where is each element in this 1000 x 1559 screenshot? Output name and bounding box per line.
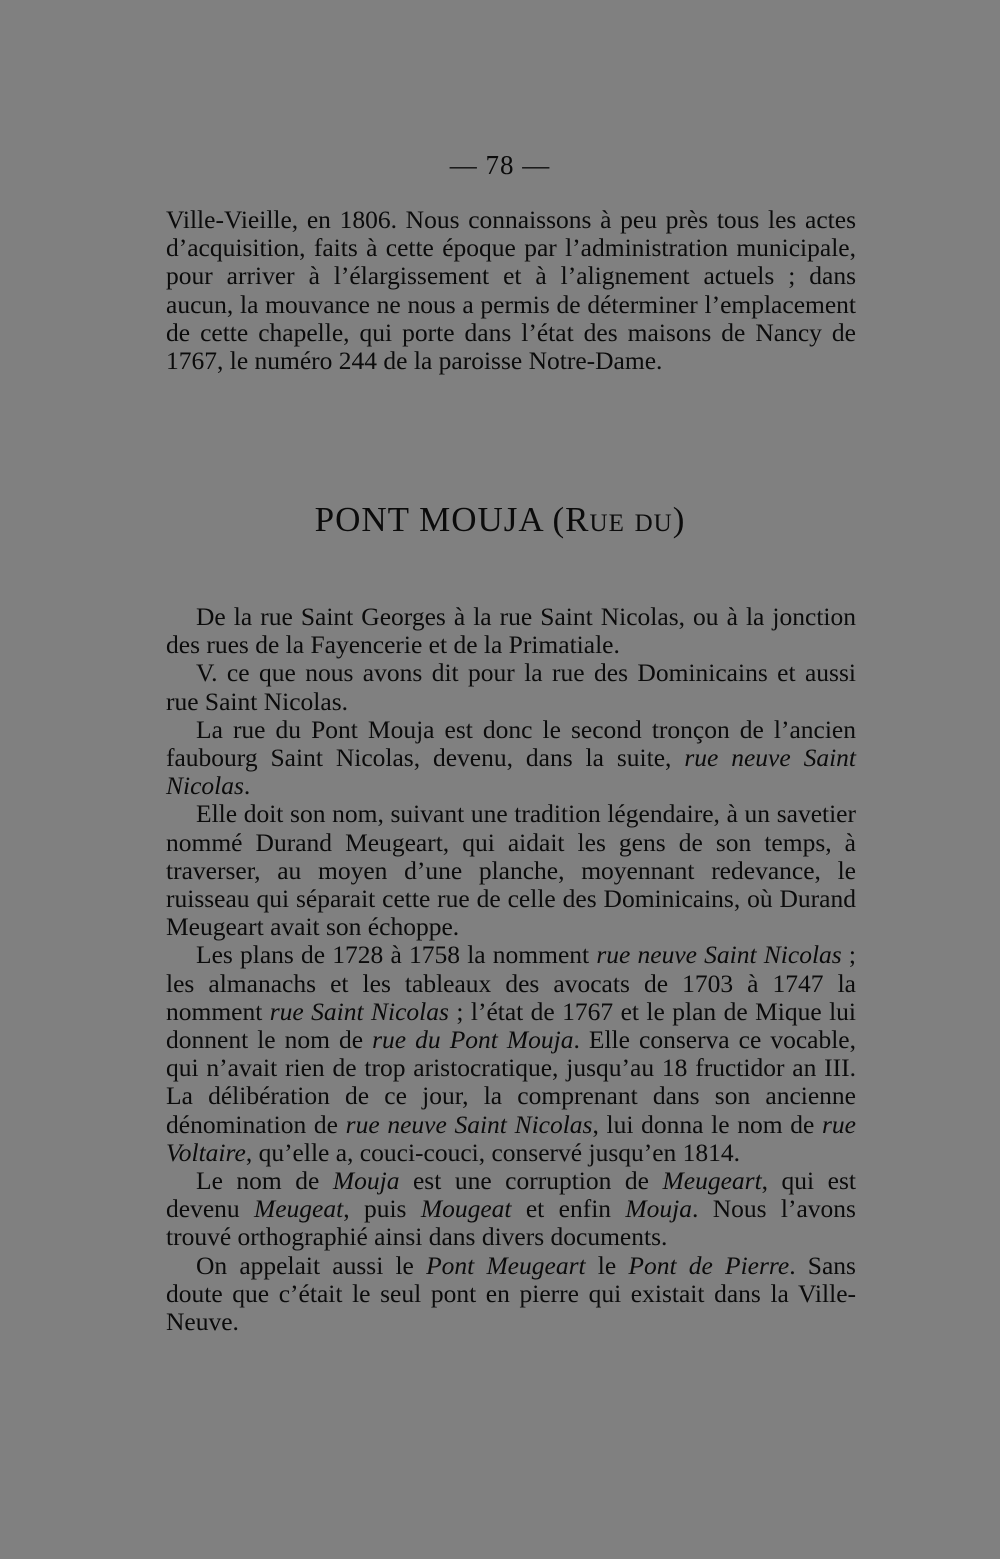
text-run: est une corruption de xyxy=(399,1166,663,1196)
text-run: , puis xyxy=(343,1194,421,1224)
italic-run: Pont de Pierre xyxy=(628,1250,790,1280)
text-run: Les plans de 1728 à 1758 la nomment xyxy=(196,940,597,970)
text-run: . xyxy=(243,771,251,801)
paragraph-location: De la rue Saint Georges à la rue Saint Nicolas, ou à la jonction des rues de la Fayencerie et de la Primatiale. xyxy=(166,602,856,660)
text-run: . Elle conserva ce vocable, qui n’avait rien de trop aristocratique, jusqu’au 18 fructidor an III. La délibération de ce jour, la comprenant dans son ancienne dénomination de xyxy=(166,1025,857,1139)
paragraph-etymology xyxy=(166,1167,856,1252)
italic-run: rue neuve Saint Nicolas xyxy=(596,940,842,970)
italic-run: Meugeat xyxy=(254,1194,344,1224)
section-title-main: PONT MOUJA xyxy=(314,500,543,539)
text-run: La rue du Pont Mouja est donc le second tronçon de l’ancien faubourg Saint Nicolas, devenu, dans la suite, xyxy=(166,714,856,773)
italic-run: rue Voltaire xyxy=(166,1109,856,1167)
paragraph-legend: Elle doit son nom, suivant une tradition légendaire, à un savetier nommé Durand Meugeart, qui aidait les gens de son temps, à traverser, au moyen d’une planche, moyennant redevance, le ruisseau qui séparait cette rue de celle des Dominicains, où Durand Meugeart avait son échoppe. xyxy=(166,799,856,942)
text-run: Le nom de xyxy=(196,1166,333,1196)
intro-paragraph-block xyxy=(166,206,856,375)
text-run: , lui donna le nom de xyxy=(592,1109,822,1139)
intro-paragraph: Ville-Vieille, en 1806. Nous connaissons à peu près tous les actes d’acquisition, faits à cette époque par l’administration municipale, pour arriver à l’élargissement et à l’alignement actuels ; dans aucun, la mouvance ne nous a permis de déterminer l’emplacement de cette chapelle, qui porte dans l’état des maisons de Nancy de 1767, le numéro 244 de la paroisse Notre-Dame. xyxy=(166,205,856,376)
paragraph-reference: V. ce que nous avons dit pour la rue des Dominicains et aussi rue Saint Nicolas. xyxy=(166,658,856,716)
text-run: le xyxy=(585,1250,629,1280)
italic-run: Pont Meugeart xyxy=(426,1250,586,1280)
text-run: ; l’état de 1767 et le plan de Mique lui donnent le nom de xyxy=(166,996,856,1055)
italic-run: Mouja xyxy=(332,1166,400,1196)
text-run: et enfin xyxy=(511,1194,626,1224)
paragraph-stone-bridge xyxy=(166,1252,856,1337)
italic-run: rue neuve Saint Nicolas xyxy=(345,1109,593,1139)
text-run: . Nous l’avons trouvé orthographié ainsi dans divers documents. xyxy=(166,1194,856,1252)
italic-run: Mouja xyxy=(625,1194,692,1224)
text-run: , qui est devenu xyxy=(166,1166,856,1224)
paragraph-history xyxy=(166,716,856,801)
section-body xyxy=(166,603,856,1336)
text-run: On appelait aussi le xyxy=(196,1250,427,1280)
text-run: , qu’elle a, couci-couci, conservé jusqu’en 1814. xyxy=(245,1137,741,1167)
section-title-sub: (Rue du) xyxy=(552,500,686,539)
italic-run: rue neuve Saint Nicolas xyxy=(166,743,856,801)
text-run: . Sans doute que c’était le seul pont en pierre qui existait dans la Ville-Neuve. xyxy=(166,1250,856,1337)
page-number: — 78 — xyxy=(449,150,551,180)
italic-run: Mougeat xyxy=(420,1194,512,1224)
italic-run: Meugeart xyxy=(662,1166,762,1196)
text-run: ; les almanachs et les tableaux des avocats de 1703 à 1747 la nomment xyxy=(166,940,856,1026)
section-title xyxy=(0,500,1000,540)
italic-run: rue du Pont Mouja xyxy=(372,1025,574,1055)
paragraph-names xyxy=(166,941,856,1167)
italic-run: rue Saint Nicolas xyxy=(269,996,449,1026)
